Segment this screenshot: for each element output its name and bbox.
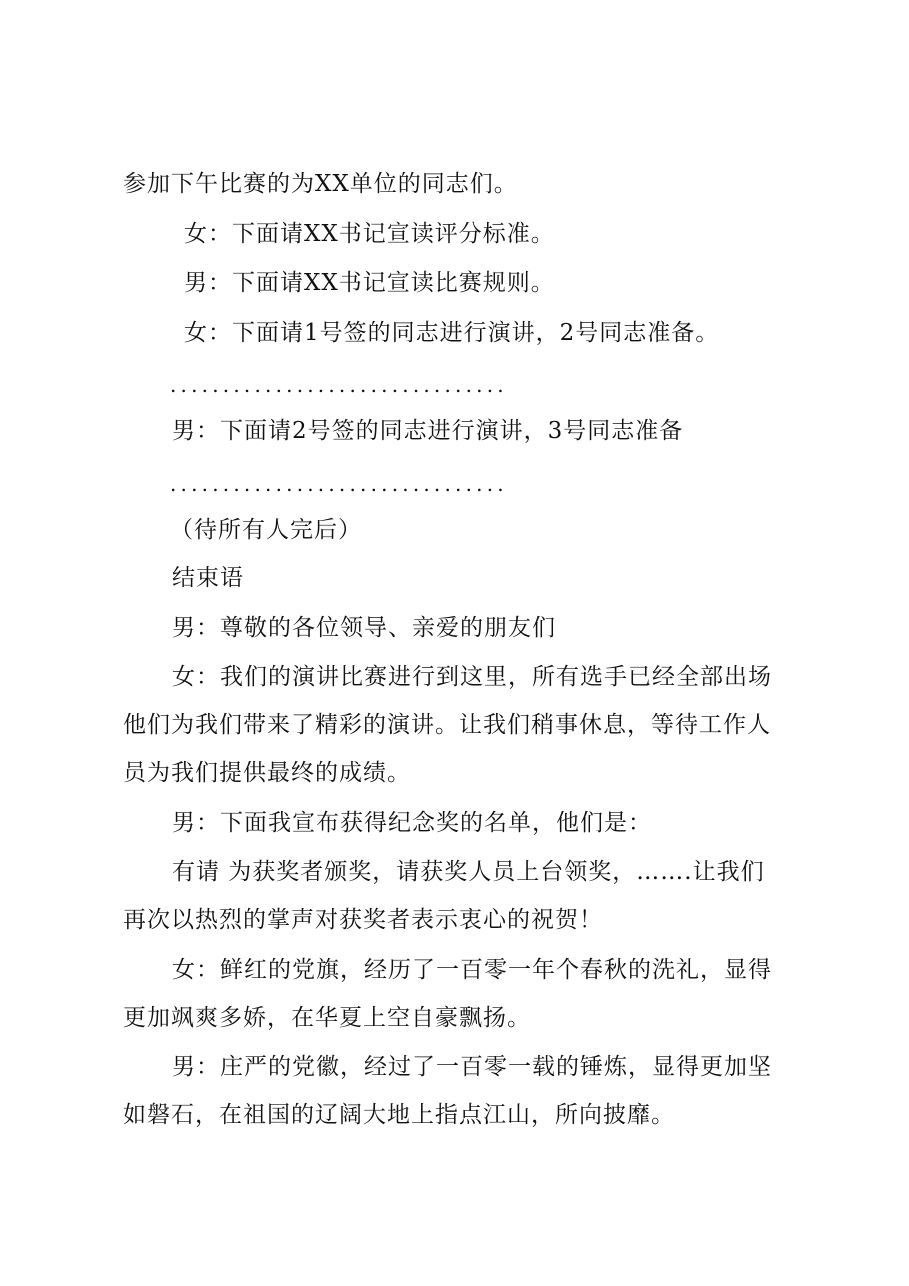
ellipsis-line: ................................ bbox=[170, 472, 508, 496]
text-line: 女：下面请XX书记宣读评分标准。 bbox=[184, 221, 555, 247]
text-line: 他们为我们带来了精彩的演讲。让我们稍事休息，等待工作人 bbox=[123, 712, 771, 738]
text-line: 更加飒爽多娇，在华夏上空自豪飘扬。 bbox=[123, 1005, 531, 1031]
text-line: 如磐石，在祖国的辽阔大地上指点江山，所向披靡。 bbox=[123, 1102, 675, 1128]
text-line: 女：我们的演讲比赛进行到这里，所有选手已经全部出场 bbox=[172, 664, 772, 690]
text-line: 男：下面请2号签的同志进行演讲，3号同志准备 bbox=[172, 418, 684, 444]
section-heading: 结束语 bbox=[172, 565, 244, 591]
text-line: 女：鲜红的党旗，经历了一百零一年个春秋的洗礼，显得 bbox=[172, 957, 772, 983]
text-line: 参加下午比赛的为XX单位的同志们。 bbox=[123, 171, 518, 197]
text-line: 再次以热烈的掌声对获奖者表示衷心的祝贺！ bbox=[123, 907, 603, 933]
text-line: （待所有人完后） bbox=[170, 517, 362, 543]
ellipsis-line: ................................ bbox=[170, 373, 508, 397]
text-line: 有请 为获奖者颁奖，请获奖人员上台领奖，…….让我们 bbox=[172, 859, 765, 885]
text-line: 员为我们提供最终的成绩。 bbox=[123, 760, 411, 786]
text-line: 女：下面请1号签的同志进行演讲，2号同志准备。 bbox=[184, 320, 720, 346]
text-line: 男：尊敬的各位领导、亲爱的朋友们 bbox=[172, 615, 556, 641]
text-line: 男：下面我宣布获得纪念奖的名单，他们是： bbox=[172, 810, 652, 836]
text-line: 男：下面请XX书记宣读比赛规则。 bbox=[184, 270, 555, 296]
text-line: 男：庄严的党徽，经过了一百零一载的锤炼，显得更加坚 bbox=[172, 1054, 772, 1080]
